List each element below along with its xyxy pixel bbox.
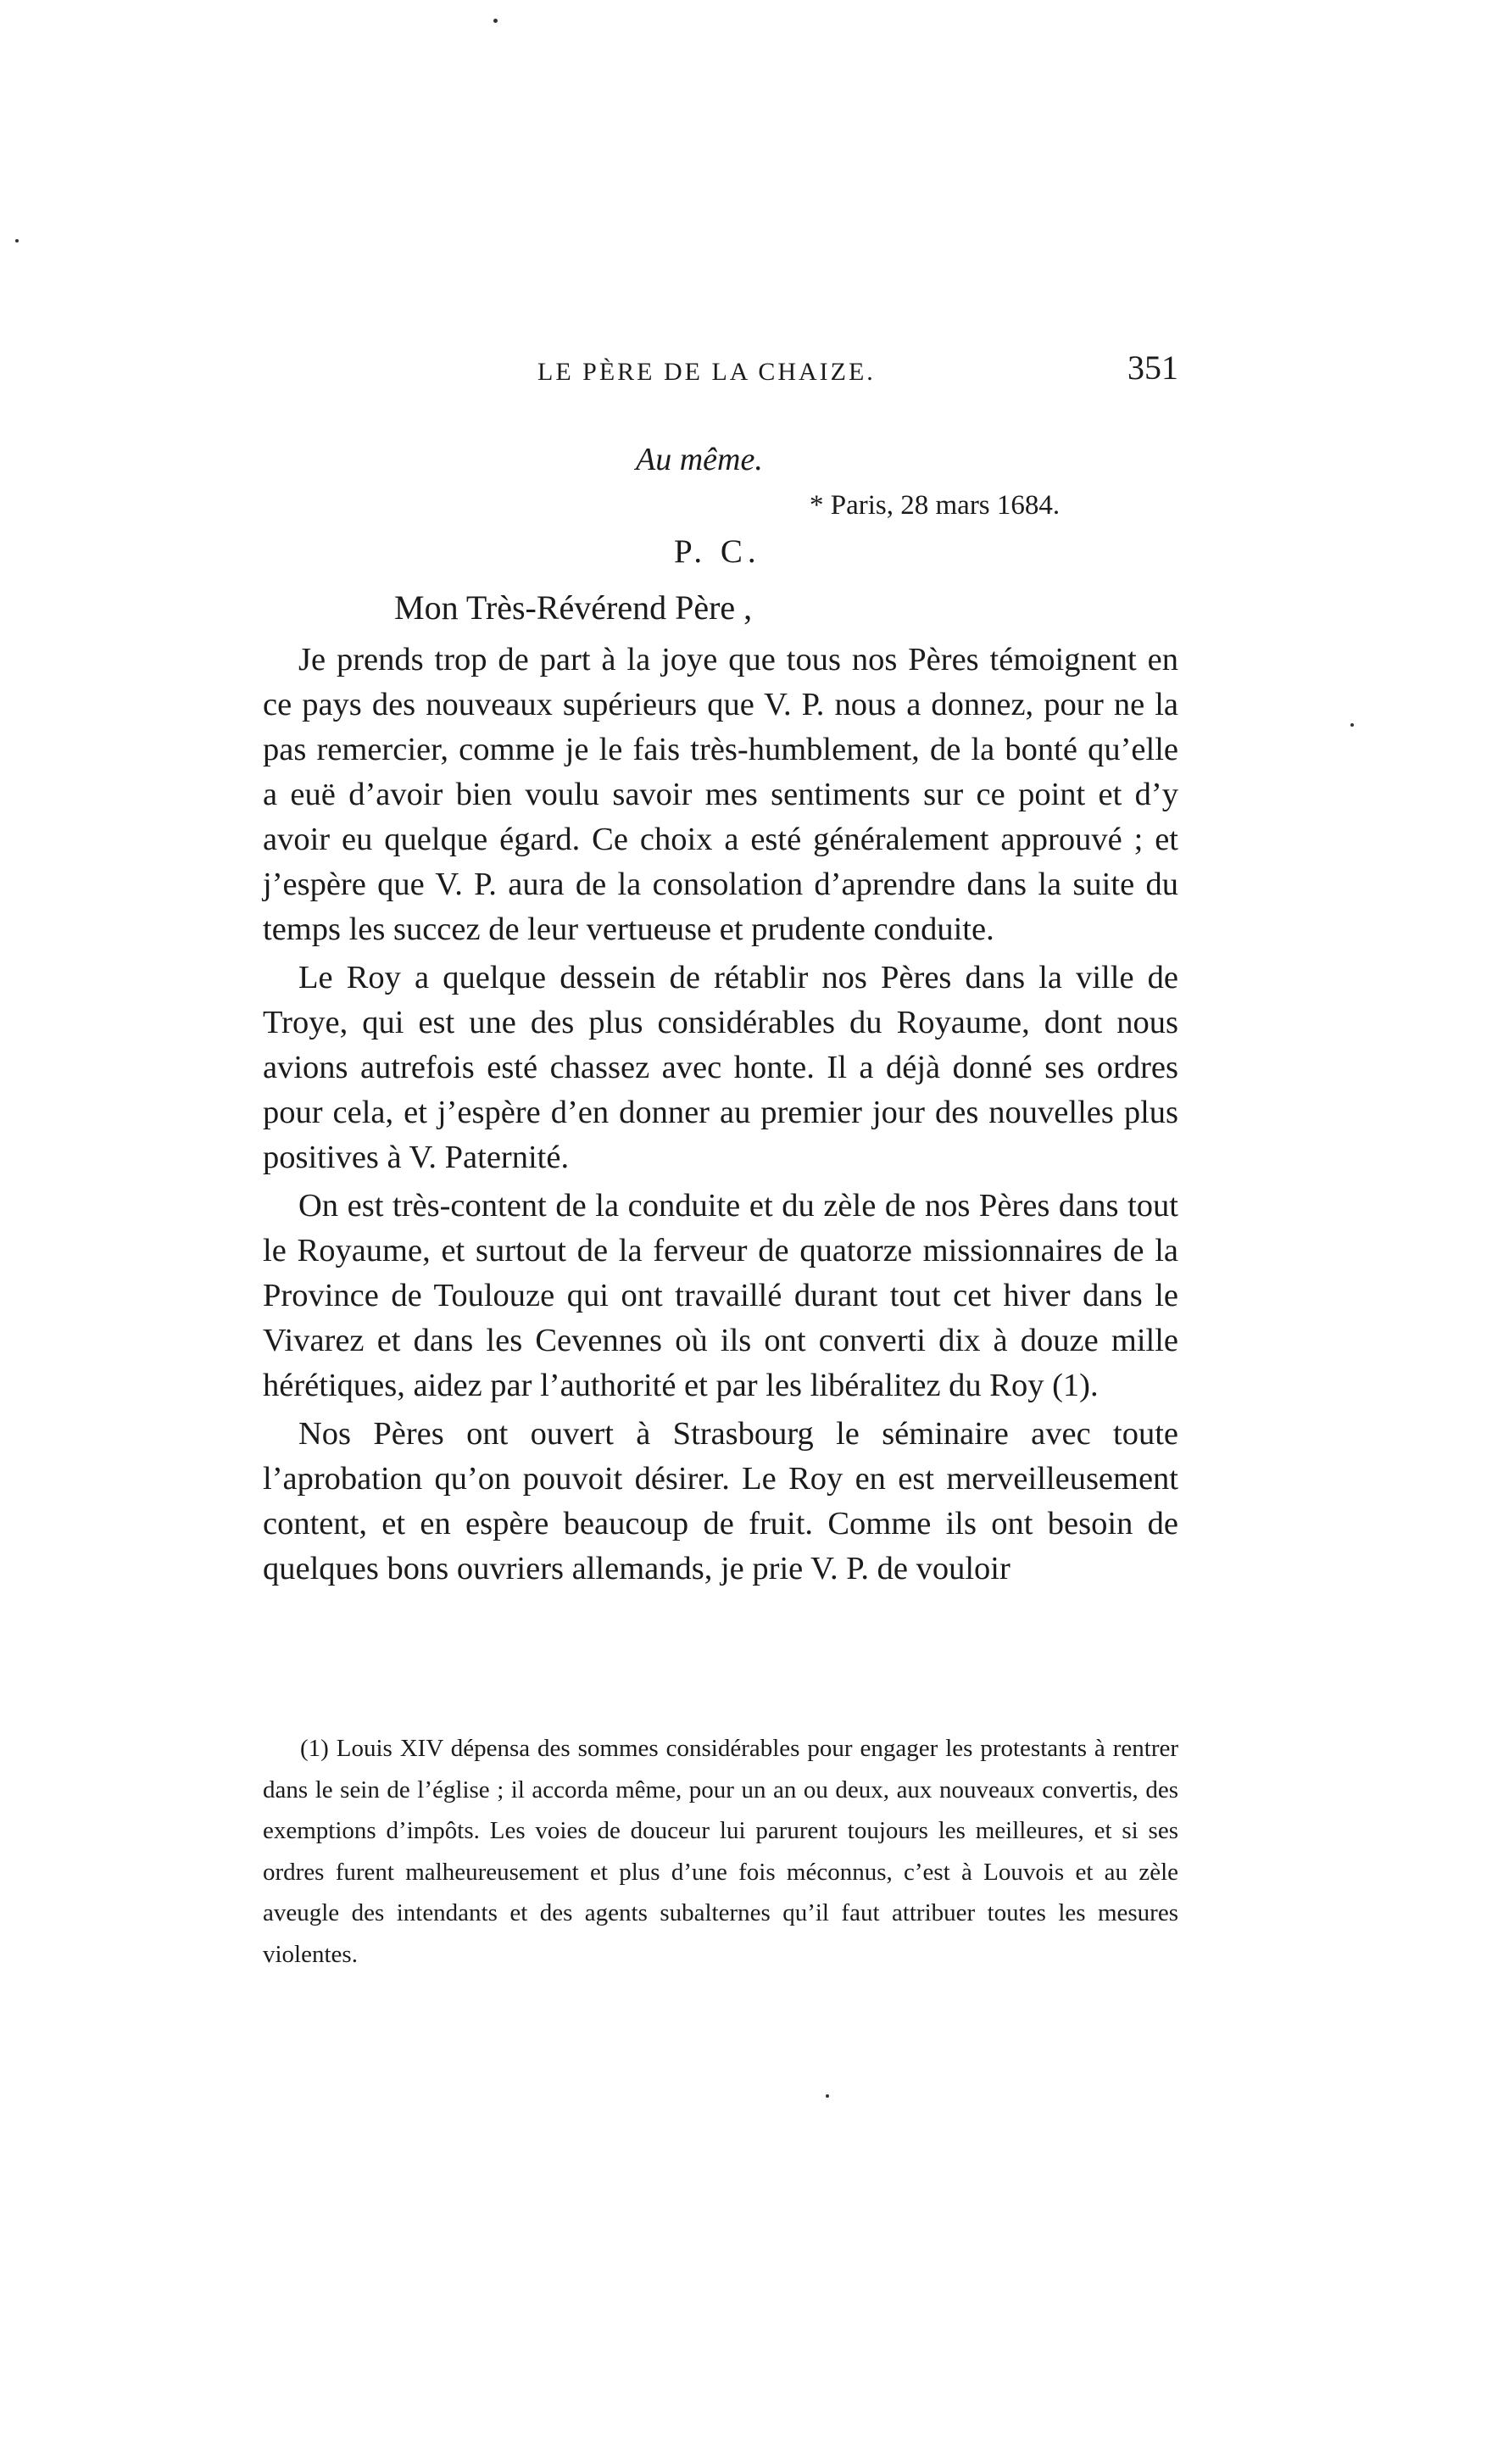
- letter-initials: P. C.: [674, 533, 761, 570]
- letter-dateline: * Paris, 28 mars 1684.: [810, 490, 1061, 521]
- page-header: [263, 348, 1178, 399]
- footnote-1: (1) Louis XIV dépensa des sommes considérables pour engager les protestants à rentrer dans le sein de l’église ; il accorda même, pour un an ou deux, aux nouveaux convertis, des exemptions d’impôts. Les voies de douceur lui parurent toujours les meilleures, et si ses ordres furent malheureusement et plus d’une fois méconnus, c’est à Louvois et au zèle aveugle des intendants et des agents subalternes qu’il faut attribuer toutes les mesures violentes.: [263, 1735, 1178, 1968]
- letter-body: [263, 638, 1178, 1595]
- footnotes: [263, 1728, 1178, 1975]
- letter-salutation: Mon Très-Révérend Père ,: [394, 588, 753, 627]
- ink-speck: [826, 2094, 829, 2098]
- ink-speck: [15, 239, 19, 242]
- letter-addressee: Au même.: [636, 442, 763, 477]
- ink-speck: [1350, 723, 1354, 727]
- paragraph-4: Nos Pères ont ouvert à Strasbourg le séminaire avec toute l’aprobation qu’on pouvoit désirer. Le Roy en est merveilleusement content, et en espère beaucoup de fruit. Comme ils ont besoin de quelques bons ouvriers allemands, je prie V. P. de vouloir: [263, 1416, 1178, 1586]
- paragraph-1: Je prends trop de part à la joye que tous nos Pères témoignent en ce pays des nouveaux supérieurs que V. P. nous a donnez, pour ne la pas remercier, comme je le fais très-humblement, de la bonté qu’elle a euë d’avoir bien voulu savoir mes sentiments sur ce point et d’y avoir eu quelque égard. Ce choix a esté généralement approuvé ; et j’espère que V. P. aura de la consolation d’aprendre dans la suite du temps les succez de leur vertueuse et prudente conduite.: [263, 642, 1178, 947]
- running-title: LE PÈRE DE LA CHAIZE.: [537, 358, 876, 386]
- ink-speck: [493, 19, 498, 23]
- paragraph-3: On est très-content de la conduite et du zèle de nos Pères dans tout le Royaume, et surtout de la ferveur de quatorze missionnaires de la Province de Toulouze qui ont travaillé durant tout cet hiver dans le Vivarez et dans les Cevennes où ils ont converti dix à douze mille hérétiques, aidez par l’authorité et par les libéralitez du Roy (1).: [263, 1188, 1178, 1403]
- paragraph-2: Le Roy a quelque dessein de rétablir nos Pères dans la ville de Troye, qui est une des plus considérables du Royaume, dont nous avions autrefois esté chassez avec honte. Il a déjà donné ses ordres pour cela, et j’espère d’en donner au premier jour des nouvelles plus positives à V. Paternité.: [263, 960, 1178, 1175]
- page-number: 351: [1127, 348, 1178, 387]
